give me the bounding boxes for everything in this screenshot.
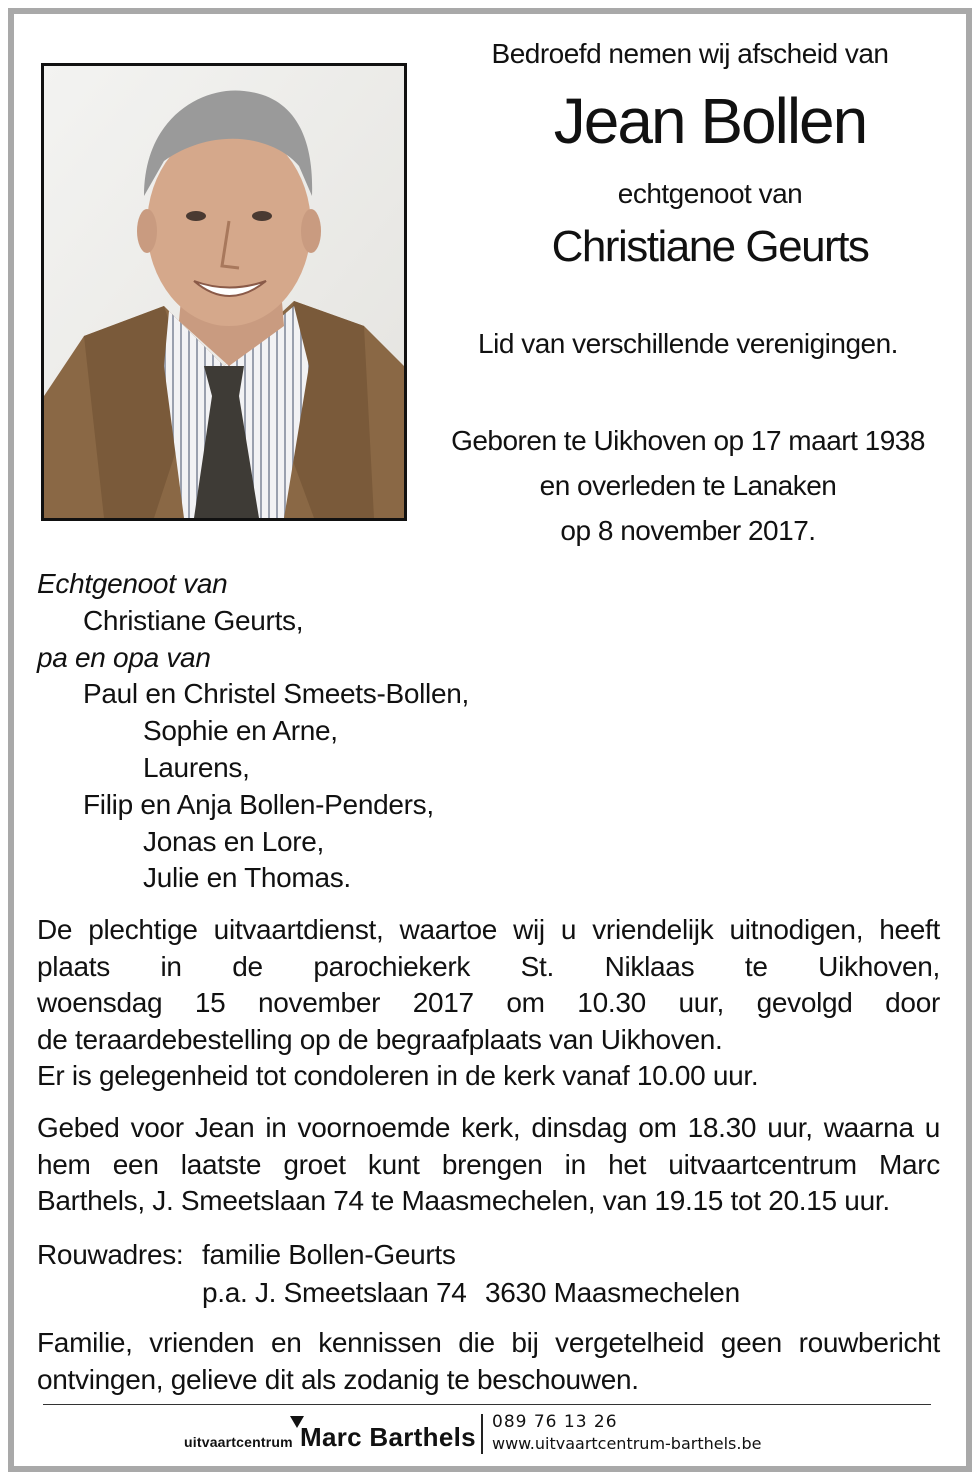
portrait-photo	[41, 63, 407, 521]
notice-paragraph	[37, 1325, 940, 1398]
grandchild-entry: Julie en Thomas.	[143, 862, 351, 894]
prayer-paragraph	[37, 1110, 940, 1220]
brand-name: Marc Barthels	[300, 1422, 476, 1452]
birth-death-text	[448, 418, 928, 553]
service-line: de teraardebestelling op de begraafplaats van Uikhoven.	[37, 1023, 723, 1055]
spouse-label: Echtgenoot van	[37, 568, 228, 599]
portrait-illustration	[44, 66, 404, 518]
grandchild-entry: Laurens,	[143, 751, 250, 783]
address-label: Rouwadres:	[37, 1239, 184, 1270]
grandchild-entry: Jonas en Lore,	[143, 825, 325, 857]
service-paragraph	[37, 912, 940, 1095]
family-spouse: Christiane Geurts,	[83, 604, 304, 636]
children-label: pa en opa van	[37, 641, 211, 673]
spouse-name: Christiane Geurts	[551, 222, 869, 271]
footer-divider	[43, 1404, 931, 1405]
address-city: 3630 Maasmechelen	[485, 1277, 740, 1308]
footer-separator	[481, 1414, 483, 1454]
website-link[interactable]: www.uitvaartcentrum-barthels.be	[492, 1434, 762, 1453]
death-place-line: en overleden te Lanaken	[539, 470, 837, 501]
phone-number: 089 76 13 26	[492, 1412, 618, 1432]
death-date-line: op 8 november 2017.	[560, 515, 816, 546]
notice-line: Familie, vrienden en kennissen die bij vergetelheid geen rouwbericht	[37, 1327, 940, 1358]
service-line: De plechtige uitvaartdienst, waartoe wij u vriendelijk uitnodigen, heeft	[37, 914, 940, 945]
membership-text: Lid van verschillende verenigingen.	[478, 328, 898, 359]
service-line: plaats in de parochiekerk St. Niklaas te Uikhoven,	[37, 950, 940, 982]
birth-line: Geboren te Uikhoven op 17 maart 1938	[451, 425, 925, 456]
intro-text: Bedroefd nemen wij afscheid van	[491, 38, 889, 69]
family-list	[37, 566, 469, 897]
prayer-line: Gebed voor Jean in voornoemde kerk, dinsdag om 18.30 uur, waarna u	[37, 1112, 940, 1143]
prayer-line: Barthels, J. Smeetslaan 74 te Maasmechelen, van 19.15 tot 20.15 uur.	[37, 1185, 890, 1216]
spouse-intro: echtgenoot van	[617, 178, 803, 209]
address-street: p.a. J. Smeetslaan 74	[202, 1277, 467, 1308]
child-entry: Paul en Christel Smeets-Bollen,	[83, 678, 469, 710]
grandchild-entry: Sophie en Arne,	[143, 715, 338, 747]
condolence-line: Er is gelegenheid tot condoleren in de kerk vanaf 10.00 uur.	[37, 1060, 759, 1091]
prayer-line: hem een laatste groet kunt brengen in het uitvaartcentrum Marc	[37, 1148, 940, 1180]
service-line: woensdag 15 november 2017 om 10.30 uur, gevolgd door	[37, 987, 940, 1018]
deceased-name: Jean Bollen	[553, 85, 867, 157]
brand-subtitle: uitvaartcentrum	[184, 1434, 293, 1450]
child-entry: Filip en Anja Bollen-Penders,	[83, 788, 434, 820]
address-family: familie Bollen-Geurts	[202, 1239, 456, 1270]
notice-line: ontvingen, gelieve dit als zodanig te beschouwen.	[37, 1363, 639, 1395]
